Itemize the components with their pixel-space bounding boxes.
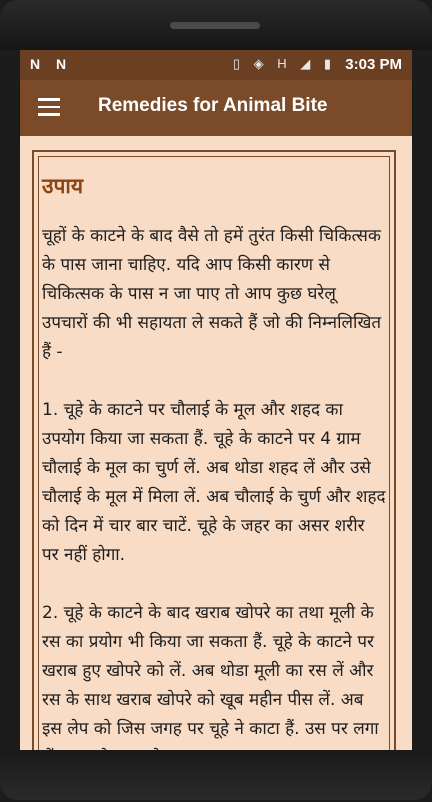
screen (20, 50, 412, 750)
article-paragraph: 2. चूहे के काटने के बाद खराब खोपरे का तथा मूली के रस का प्रयोग भी किया जा सकता हैं. चूहे के काटने पर खराब हुए खोपरे को लें. अब थोडा मूली का रस लें और रस के साथ खराब खोपरे को खूब महीन पीस लें. अब इस लेप को जिस जगह पर चूहे ने काटा हैं. उस पर लगा (42, 603, 379, 739)
article-paragraph: चूहों के काटने के बाद वैसे तो हमें तुरंत किसी चिकित्सक के पास जाना चाहिए. यदि आप किसी कारण से चिकित्सक के पास न जा पाए तो आप कुछ घरेलू उपचारों की भी सहायता ले सकते हैं जो की निम्नलिखित हैं - (42, 226, 382, 362)
menu-icon[interactable] (38, 98, 60, 116)
article-heading: उपाय (42, 174, 84, 198)
speaker-grille (170, 22, 260, 29)
article-paragraph: 1. चूहे के काटने पर चौलाई के मूल और शहद का उपयोग किया जा सकता हैं. चूहे के काटने पर 4 ग्राम चौलाई के मूल का चुर्ण लें. अब थोडा शहद लें और उसे चौलाई के मूल में मिला लें. अब चौलाई के चुर्ण और शहद को दिन में चार बार चाटें. चूहे के जहर का असर शरीर पर नहीं होगा. (42, 400, 386, 565)
status-time: 3:03 PM (345, 56, 402, 73)
notification-icons: N N (30, 56, 73, 72)
status-bar (20, 50, 412, 80)
system-status-icons: ▯ ◈ H ◢ ▮ (232, 56, 336, 71)
article-body (42, 222, 386, 802)
phone-top-bezel (0, 0, 432, 50)
content-area[interactable] (20, 136, 412, 750)
app-bar (20, 80, 412, 136)
phone-bottom-bezel (0, 750, 432, 800)
app-title: Remedies for Animal Bite (98, 95, 328, 116)
article-card (32, 150, 396, 774)
